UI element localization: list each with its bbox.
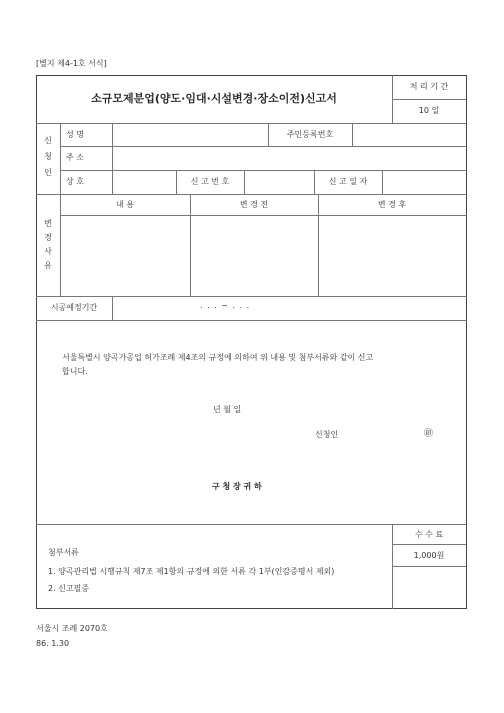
- report-number-label: 신 고 번 호: [190, 177, 230, 186]
- applicant-char: 인: [44, 168, 52, 177]
- change-char: 사: [44, 247, 52, 256]
- date-line[interactable]: 년 월 일: [213, 405, 242, 414]
- change-before-field[interactable]: [191, 216, 317, 295]
- change-content-field[interactable]: [61, 216, 189, 295]
- id-number-label: 주민등록번호: [286, 130, 334, 139]
- processing-period-value: 10 일: [418, 106, 440, 115]
- attachment-item: 1. 양곡관리법 시행규칙 제7조 제1항의 규정에 의한 서류 각 1부(인감증명서 제외): [48, 567, 335, 576]
- applicant-char: 청: [44, 152, 52, 161]
- change-after-header: 변 경 후: [377, 200, 407, 209]
- addressee: 구 청 장 귀 하: [212, 482, 262, 491]
- change-char: 경: [44, 233, 52, 242]
- form-title: 소규모제분업(양도·임대·시설변경·장소이전)신고서: [91, 92, 337, 105]
- change-after-field[interactable]: [319, 216, 465, 295]
- id-number-field[interactable]: [353, 124, 465, 145]
- footer-ordinance: 서울시 조례 2070호: [36, 624, 108, 633]
- form-label: [별지 제4-1호 서식]: [36, 59, 107, 68]
- report-date-label: 신 고 일 자: [328, 177, 368, 186]
- business-name-field[interactable]: [113, 171, 175, 193]
- applicant-sign-label: 신청인: [315, 430, 339, 439]
- change-char: 변: [44, 219, 52, 228]
- attachment-item: 2. 신고필증: [48, 584, 90, 593]
- address-field[interactable]: [113, 147, 465, 169]
- fee-value: 1,000원: [413, 551, 445, 560]
- construction-period-label: 시공예정기간: [50, 303, 98, 312]
- attachments-title: 첨부서류: [48, 548, 79, 557]
- name-label: 성 명: [66, 130, 84, 139]
- change-char: 유: [44, 261, 52, 270]
- report-date-field[interactable]: [383, 171, 465, 193]
- seal-mark: ㊞: [424, 429, 434, 439]
- processing-period-label: 처 리 기 간: [409, 82, 449, 91]
- fee-label: 수 수 료: [414, 530, 444, 539]
- report-number-field[interactable]: [245, 171, 313, 193]
- applicant-char: 신: [44, 136, 52, 145]
- name-field[interactable]: [113, 124, 267, 145]
- business-name-label: 상 호: [66, 177, 84, 186]
- change-before-header: 변 경 전: [239, 200, 269, 209]
- statement-line-2: 합니다.: [62, 367, 88, 376]
- statement-line-1: 서울특별시 양곡가공업 허가조례 제4조의 규정에 의하여 위 내용 및 첨부서류와 같이 신고: [62, 353, 374, 362]
- construction-period-value[interactable]: . . . ~ . . .: [200, 301, 251, 310]
- address-label: 주 소: [66, 153, 84, 162]
- footer-date: 86. 1.30: [36, 639, 70, 648]
- change-content-header: 내 용: [116, 200, 134, 209]
